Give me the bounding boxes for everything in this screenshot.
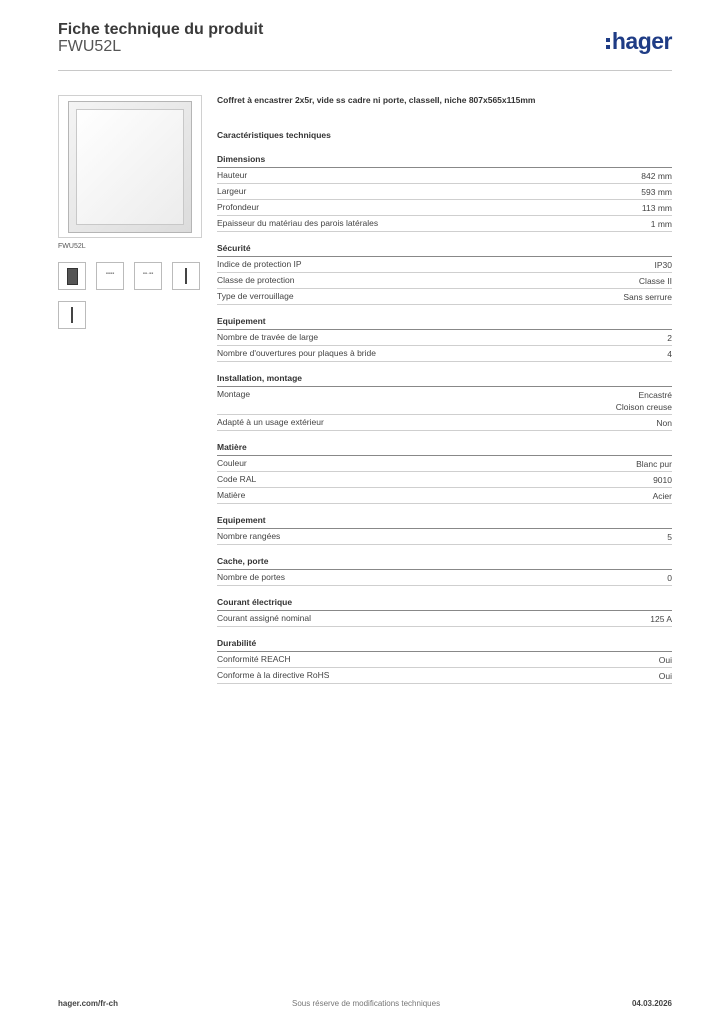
spec-value-line: 9010 <box>653 475 672 485</box>
spec-row <box>217 570 672 586</box>
logo-text: hager <box>611 28 672 54</box>
spec-row <box>217 184 672 200</box>
section-title: Matière <box>217 442 672 456</box>
spec-sections <box>217 154 672 684</box>
spec-row <box>217 387 672 415</box>
spec-value-line: 4 <box>667 349 672 359</box>
spec-row <box>217 652 672 668</box>
product-code: FWU52L <box>58 38 122 55</box>
spec-value <box>653 474 672 486</box>
section-title: Dimensions <box>217 154 672 168</box>
spec-label: Classe de protection <box>217 275 295 285</box>
spec-value-line: 593 mm <box>641 187 672 197</box>
spec-row <box>217 257 672 273</box>
spec-section <box>217 515 672 545</box>
section-title: Equipement <box>217 515 672 529</box>
spec-label: Hauteur <box>217 170 248 180</box>
enclosure-side-icon <box>185 268 187 284</box>
spec-value-line: Sans serrure <box>623 292 672 302</box>
tech-specs-heading: Caractéristiques techniques <box>217 130 331 140</box>
spec-value <box>667 572 672 584</box>
spec-value <box>659 670 672 682</box>
thumbnail-side-2[interactable] <box>58 301 86 329</box>
enclosure-front-icon <box>67 268 78 285</box>
thumbnail-dimension-b[interactable] <box>134 262 162 290</box>
spec-section <box>217 154 672 232</box>
spec-label: Indice de protection IP <box>217 259 302 269</box>
spec-row <box>217 415 672 431</box>
spec-value <box>653 490 672 502</box>
spec-section <box>217 442 672 504</box>
spec-value-line: 1 mm <box>650 219 672 229</box>
spec-row <box>217 488 672 504</box>
spec-value <box>641 170 672 182</box>
spec-value-line: 2 <box>667 333 672 343</box>
spec-value-line: Oui <box>658 671 672 681</box>
spec-value-line: 125 A <box>650 614 672 624</box>
dimension-drawing-icon: ▪▪·▪▪ <box>142 271 154 277</box>
spec-row <box>217 168 672 184</box>
hager-logo <box>606 28 672 55</box>
thumbnail-front[interactable] <box>58 262 86 290</box>
spec-value <box>650 613 672 625</box>
spec-label: Montage <box>217 389 251 399</box>
page-header <box>58 20 672 71</box>
spec-value-line: Cloison creuse <box>615 402 672 412</box>
spec-row <box>217 330 672 346</box>
spec-label: Matière <box>217 490 246 500</box>
spec-value-line: Oui <box>658 655 672 665</box>
spec-value-line: Blanc pur <box>636 459 672 469</box>
spec-row <box>217 529 672 545</box>
spec-label: Code RAL <box>217 474 257 484</box>
spec-value-line: Acier <box>652 491 672 501</box>
spec-row <box>217 216 672 232</box>
spec-value-line: Encastré <box>638 390 672 400</box>
spec-content <box>217 95 672 684</box>
logo-dots-icon <box>606 35 610 51</box>
enclosure-side-icon <box>71 307 73 323</box>
spec-section <box>217 556 672 586</box>
footer-date: 04.03.2026 <box>631 999 672 1008</box>
spec-label: Epaisseur du matériau des parois latérales <box>217 218 379 228</box>
spec-value <box>667 348 672 360</box>
thumbnail-side[interactable] <box>172 262 200 290</box>
spec-row <box>217 668 672 684</box>
spec-value-line: 5 <box>667 532 672 542</box>
spec-value <box>655 259 673 271</box>
product-image <box>58 95 202 238</box>
spec-value <box>636 458 672 470</box>
spec-section <box>217 597 672 627</box>
spec-section <box>217 373 672 431</box>
spec-value <box>651 218 672 230</box>
section-title: Durabilité <box>217 638 672 652</box>
spec-value-line: 0 <box>667 573 672 583</box>
thumbnail-dimension-a[interactable] <box>96 262 124 290</box>
spec-value <box>659 654 672 666</box>
spec-row <box>217 273 672 289</box>
spec-label: Nombre d'ouvertures pour plaques à bride <box>217 348 376 358</box>
spec-row <box>217 472 672 488</box>
spec-value <box>667 531 672 543</box>
spec-value <box>642 202 672 214</box>
spec-value-line: Non <box>656 418 672 428</box>
spec-label: Conforme à la directive RoHS <box>217 670 330 680</box>
section-title: Installation, montage <box>217 373 672 387</box>
spec-value <box>623 291 672 303</box>
section-title: Sécurité <box>217 243 672 257</box>
spec-section <box>217 316 672 362</box>
spec-label: Type de verrouillage <box>217 291 294 301</box>
spec-row <box>217 289 672 305</box>
dimension-drawing-icon: ▪▪▪▪ <box>105 271 115 277</box>
spec-section <box>217 638 672 684</box>
spec-label: Largeur <box>217 186 247 196</box>
spec-label: Couleur <box>217 458 247 468</box>
section-title: Cache, porte <box>217 556 672 570</box>
spec-row <box>217 200 672 216</box>
spec-value <box>656 417 672 429</box>
spec-label: Nombre de travée de large <box>217 332 319 342</box>
spec-row <box>217 346 672 362</box>
spec-value-line: 113 mm <box>641 203 672 213</box>
spec-value <box>616 389 672 413</box>
page-title: Fiche technique du produit <box>58 21 264 38</box>
spec-row <box>217 456 672 472</box>
spec-section <box>217 243 672 305</box>
footer-note: Sous réserve de modifications techniques <box>292 999 441 1008</box>
spec-value <box>667 332 672 344</box>
spec-label: Courant assigné nominal <box>217 613 312 623</box>
product-description: Coffret à encastrer 2x5r, vide ss cadre ni porte, classeII, niche 807x565x115mm <box>217 95 536 105</box>
spec-row <box>217 611 672 627</box>
spec-label: Nombre de portes <box>217 572 286 582</box>
section-title: Equipement <box>217 316 672 330</box>
spec-label: Conformité REACH <box>217 654 291 664</box>
spec-value-line: Classe II <box>638 276 672 286</box>
product-image-caption: FWU52L <box>58 243 86 250</box>
spec-value <box>641 186 672 198</box>
spec-value <box>639 275 672 287</box>
spec-label: Adapté à un usage extérieur <box>217 417 324 427</box>
footer-url[interactable]: hager.com/fr-ch <box>58 999 119 1008</box>
spec-label: Profondeur <box>217 202 260 212</box>
spec-label: Nombre rangées <box>217 531 281 541</box>
spec-value-line: 842 mm <box>641 171 672 181</box>
section-title: Courant électrique <box>217 597 672 611</box>
spec-value-line: IP30 <box>654 260 672 270</box>
